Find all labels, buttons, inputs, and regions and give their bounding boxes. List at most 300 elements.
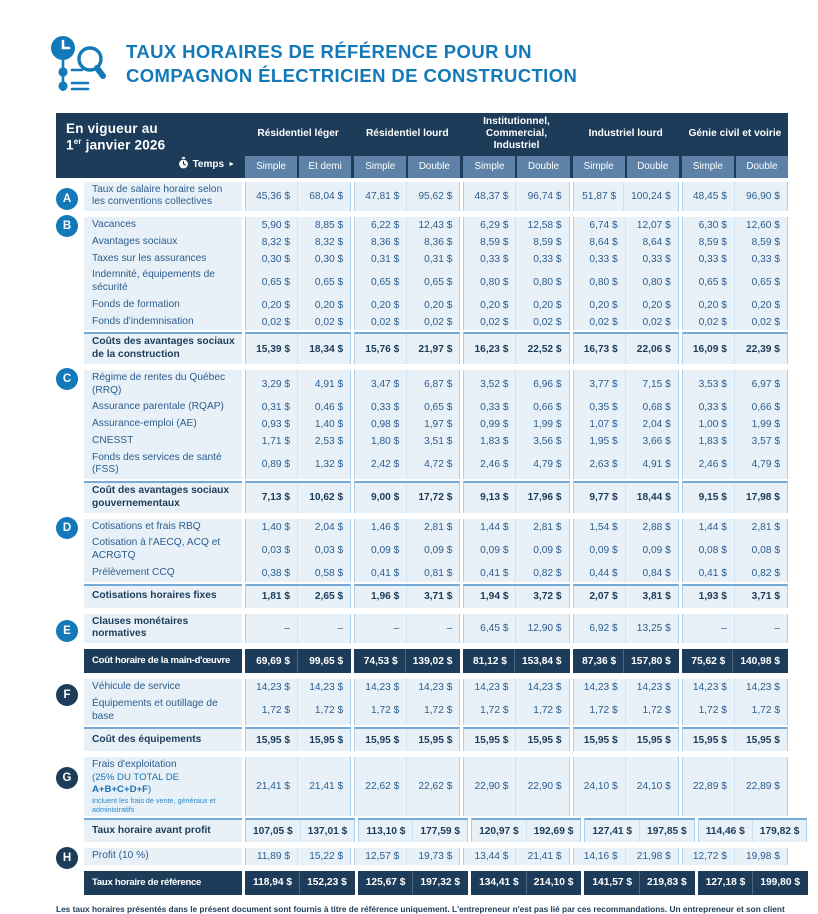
rate-group bbox=[682, 370, 788, 400]
rate-group bbox=[573, 757, 679, 816]
rate-cell: 4,79 $ bbox=[751, 458, 780, 470]
rate-group bbox=[698, 871, 808, 895]
rate-cell: 1,72 $ bbox=[246, 696, 298, 726]
rate-group bbox=[573, 332, 679, 364]
rate-group bbox=[245, 679, 351, 696]
rate-cell: 0,98 $ bbox=[355, 416, 407, 433]
rate-group bbox=[354, 370, 460, 400]
rate-cell: 14,23 $ bbox=[418, 682, 453, 694]
table-section bbox=[56, 649, 788, 673]
rate-cell: 0,31 $ bbox=[246, 399, 298, 416]
table-body bbox=[56, 178, 800, 895]
rate-cell: 3,66 $ bbox=[642, 435, 671, 447]
rate-group bbox=[682, 649, 788, 673]
rate-cell: 2,81 $ bbox=[424, 521, 453, 533]
row-label: Véhicule de service bbox=[92, 681, 181, 693]
rate-group bbox=[573, 565, 679, 582]
rate-cell: 1,32 $ bbox=[314, 458, 344, 470]
rate-group bbox=[682, 727, 788, 751]
table-row bbox=[56, 565, 788, 582]
rate-group bbox=[573, 450, 679, 480]
rate-group bbox=[354, 565, 460, 582]
table-row bbox=[56, 679, 788, 696]
rate-group bbox=[573, 679, 679, 696]
row-label: Assurance parentale (RQAP) bbox=[92, 401, 224, 413]
rate-cell: 15,95 $ bbox=[636, 734, 671, 746]
rate-cell: 2,81 $ bbox=[533, 521, 562, 533]
rate-cell: 3,51 $ bbox=[424, 435, 453, 447]
rate-cell: 69,69 $ bbox=[246, 649, 298, 673]
rate-cell: 0,41 $ bbox=[683, 565, 735, 582]
rate-cell: 8,59 $ bbox=[751, 236, 780, 248]
rate-cell: 0,33 $ bbox=[574, 251, 626, 268]
rate-cell: 214,10 $ bbox=[533, 877, 574, 889]
row-label: Coût des équipements bbox=[92, 734, 202, 746]
disclaimer-text: Les taux horaires présentés dans le présent document sont fournis à titre de référence uniquement. L'entrepreneur n'est pas lié par ces recommandations. Un entrepreneur et son client bbox=[56, 903, 785, 914]
rate-cell: 22,52 $ bbox=[527, 343, 562, 355]
rate-group bbox=[245, 251, 351, 268]
column-group bbox=[245, 113, 351, 178]
rate-cell: 8,36 $ bbox=[424, 236, 453, 248]
rate-cell: 3,52 $ bbox=[464, 370, 516, 400]
rate-group bbox=[682, 217, 788, 234]
rate-cell: 0,65 $ bbox=[424, 276, 453, 288]
section-badge: E bbox=[56, 620, 78, 642]
rate-cell: 7,13 $ bbox=[246, 483, 298, 513]
rate-group bbox=[354, 481, 460, 513]
row-label: Taux horaire avant profit bbox=[92, 824, 211, 836]
rate-group bbox=[682, 332, 788, 364]
rate-cell: 0,02 $ bbox=[355, 314, 407, 331]
rate-cell: 95,62 $ bbox=[418, 190, 453, 202]
rate-group bbox=[463, 433, 569, 450]
rate-cell: 1,72 $ bbox=[314, 705, 344, 717]
rate-cell: 6,96 $ bbox=[533, 379, 562, 391]
rate-cell: 21,41 $ bbox=[309, 781, 344, 793]
rate-group bbox=[245, 535, 351, 565]
rate-group bbox=[354, 519, 460, 536]
rate-group bbox=[584, 818, 694, 842]
rate-cell: 0,02 $ bbox=[424, 316, 453, 328]
page-title-line2: COMPAGNON ÉLECTRICIEN DE CONSTRUCTION bbox=[126, 65, 578, 87]
table-section bbox=[56, 848, 788, 865]
grand-total-row bbox=[56, 649, 788, 673]
rate-cell: 0,08 $ bbox=[751, 544, 780, 556]
row-label: Taux horaire de référence bbox=[92, 876, 202, 888]
rate-group bbox=[682, 584, 788, 608]
temps-arrow-icon: ► bbox=[228, 160, 235, 168]
rates-table bbox=[56, 113, 800, 895]
rate-group bbox=[245, 297, 351, 314]
rate-cell: 22,89 $ bbox=[745, 781, 780, 793]
rate-cell: 14,23 $ bbox=[636, 682, 671, 694]
column-group bbox=[682, 113, 788, 178]
table-section bbox=[56, 757, 800, 842]
rate-group bbox=[463, 314, 569, 331]
rate-cell: 96,90 $ bbox=[745, 190, 780, 202]
rate-group bbox=[682, 399, 788, 416]
column-subheader: Simple bbox=[463, 156, 515, 178]
rate-group bbox=[463, 679, 569, 696]
rate-cell: 6,30 $ bbox=[683, 217, 735, 234]
rate-group bbox=[573, 519, 679, 536]
rate-group bbox=[354, 433, 460, 450]
rate-group bbox=[573, 481, 679, 513]
column-group-title: Industriel lourd bbox=[588, 128, 663, 140]
rate-group bbox=[245, 565, 351, 582]
rate-cell: 0,89 $ bbox=[246, 450, 298, 480]
rate-cell: 74,53 $ bbox=[355, 649, 406, 673]
rate-cell: 3,81 $ bbox=[642, 591, 671, 603]
rate-cell: 1,83 $ bbox=[683, 433, 735, 450]
rate-cell: 114,46 $ bbox=[699, 820, 753, 842]
rate-cell: 0,80 $ bbox=[574, 267, 626, 297]
rate-cell: 197,85 $ bbox=[647, 825, 687, 837]
rate-group bbox=[354, 535, 460, 565]
rate-cell: 107,05 $ bbox=[246, 820, 301, 842]
rate-cell: 2,46 $ bbox=[683, 450, 735, 480]
rate-cell: 0,81 $ bbox=[424, 567, 453, 579]
rate-cell: 1,07 $ bbox=[574, 416, 626, 433]
rate-group bbox=[245, 727, 351, 751]
rate-group bbox=[682, 182, 788, 212]
rate-cell: – bbox=[683, 614, 735, 644]
rate-cell: 2,65 $ bbox=[314, 591, 344, 603]
rate-cell: 0,33 $ bbox=[533, 253, 562, 265]
rate-group bbox=[463, 217, 569, 234]
rate-cell: 0,99 $ bbox=[464, 416, 516, 433]
rate-cell: 0,20 $ bbox=[683, 297, 735, 314]
rate-cell: 75,62 $ bbox=[683, 649, 734, 673]
rate-cell: 24,10 $ bbox=[636, 781, 671, 793]
rate-cell: 4,79 $ bbox=[533, 458, 562, 470]
rate-cell: 0,09 $ bbox=[533, 544, 562, 556]
rate-group bbox=[245, 234, 351, 251]
rate-group bbox=[358, 871, 468, 895]
rate-group bbox=[354, 848, 460, 865]
rate-cell: 0,33 $ bbox=[683, 399, 735, 416]
rate-cell: 1,40 $ bbox=[246, 519, 298, 536]
rate-cell: 0,84 $ bbox=[642, 567, 671, 579]
rate-cell: 22,90 $ bbox=[527, 781, 562, 793]
row-label: Équipements et outillage de base bbox=[92, 697, 218, 722]
rate-cell: 192,69 $ bbox=[533, 825, 574, 837]
rate-cell: 14,23 $ bbox=[309, 682, 344, 694]
rate-cell: 0,02 $ bbox=[246, 314, 298, 331]
rate-cell: 1,44 $ bbox=[464, 519, 516, 536]
rate-cell: 18,44 $ bbox=[636, 492, 671, 504]
table-row bbox=[56, 535, 788, 565]
rate-cell: – bbox=[774, 622, 780, 634]
rate-group bbox=[354, 267, 460, 297]
row-label: Assurance-emploi (AE) bbox=[92, 418, 197, 430]
rate-cell: 0,20 $ bbox=[355, 297, 407, 314]
rate-group bbox=[584, 871, 694, 895]
table-row bbox=[56, 251, 788, 268]
rate-group bbox=[354, 217, 460, 234]
rate-cell: 139,02 $ bbox=[412, 655, 453, 667]
rate-group bbox=[463, 267, 569, 297]
rate-cell: 0,33 $ bbox=[683, 251, 735, 268]
column-group-title: Résidentiel léger bbox=[257, 128, 339, 140]
rate-cell: 2,07 $ bbox=[574, 586, 626, 608]
rate-cell: 2,63 $ bbox=[574, 450, 626, 480]
effective-date-cell bbox=[56, 113, 242, 178]
rate-cell: 2,04 $ bbox=[314, 521, 344, 533]
rate-group bbox=[354, 757, 460, 816]
rate-cell: 15,95 $ bbox=[683, 729, 735, 751]
rate-group bbox=[354, 314, 460, 331]
table-row bbox=[56, 416, 788, 433]
rate-group bbox=[245, 649, 351, 673]
rate-group bbox=[682, 696, 788, 726]
row-label: Prélèvement CCQ bbox=[92, 566, 175, 578]
rate-group bbox=[573, 727, 679, 751]
rate-cell: 0,02 $ bbox=[464, 314, 516, 331]
rate-group bbox=[682, 416, 788, 433]
rate-group bbox=[682, 297, 788, 314]
rate-cell: 0,33 $ bbox=[464, 399, 516, 416]
rate-cell: 0,41 $ bbox=[355, 565, 407, 582]
table-row bbox=[56, 519, 788, 536]
rate-cell: 21,98 $ bbox=[636, 851, 671, 863]
rate-cell: 12,90 $ bbox=[527, 622, 562, 634]
table-row bbox=[56, 297, 788, 314]
rate-cell: 1,94 $ bbox=[464, 586, 516, 608]
rate-group bbox=[354, 679, 460, 696]
rate-group bbox=[463, 370, 569, 400]
rate-cell: 3,57 $ bbox=[751, 435, 780, 447]
table-section bbox=[56, 871, 800, 895]
row-label: Fonds de formation bbox=[92, 298, 180, 310]
column-group-title: Génie civil et voirie bbox=[688, 128, 782, 140]
rate-cell: 157,80 $ bbox=[631, 655, 671, 667]
rate-cell: 1,81 $ bbox=[246, 586, 298, 608]
rate-cell: 21,41 $ bbox=[246, 757, 298, 816]
rate-cell: 13,44 $ bbox=[464, 848, 516, 865]
rate-group bbox=[245, 871, 355, 895]
rate-group bbox=[573, 433, 679, 450]
subtotal-row bbox=[56, 332, 788, 364]
rate-cell: 21,41 $ bbox=[527, 851, 562, 863]
subtotal-row bbox=[56, 727, 788, 751]
rate-cell: 96,74 $ bbox=[527, 190, 562, 202]
rate-cell: 0,09 $ bbox=[574, 535, 626, 565]
rate-cell: 16,73 $ bbox=[574, 334, 626, 364]
rate-group bbox=[682, 848, 788, 865]
rate-group bbox=[354, 234, 460, 251]
table-row bbox=[56, 267, 788, 297]
rate-cell: 0,02 $ bbox=[533, 316, 562, 328]
rate-group bbox=[354, 450, 460, 480]
rate-cell: 3,71 $ bbox=[424, 591, 453, 603]
rate-group bbox=[573, 584, 679, 608]
rate-group bbox=[463, 234, 569, 251]
subtotal-row bbox=[56, 584, 788, 608]
table-row bbox=[56, 848, 788, 865]
table-row bbox=[56, 614, 788, 644]
rate-group bbox=[463, 757, 569, 816]
table-section bbox=[56, 519, 788, 608]
column-subheader: Double bbox=[517, 156, 569, 178]
table-row bbox=[56, 399, 788, 416]
table-row bbox=[56, 370, 788, 400]
rate-cell: 6,97 $ bbox=[751, 379, 780, 391]
rate-group bbox=[463, 251, 569, 268]
rate-cell: 4,91 $ bbox=[642, 458, 671, 470]
rate-group bbox=[354, 332, 460, 364]
rate-group bbox=[463, 399, 569, 416]
rate-cell: 0,93 $ bbox=[246, 416, 298, 433]
rate-cell: 15,95 $ bbox=[246, 729, 298, 751]
column-group bbox=[354, 113, 460, 178]
rate-group bbox=[682, 679, 788, 696]
row-label: Taux de salaire horaire selon les conventions collectives bbox=[92, 183, 223, 208]
rate-group bbox=[573, 649, 679, 673]
rate-cell: 0,65 $ bbox=[751, 276, 780, 288]
column-subheader: Simple bbox=[682, 156, 734, 178]
rate-group bbox=[463, 565, 569, 582]
stopwatch-icon bbox=[178, 157, 189, 172]
rate-cell: 9,13 $ bbox=[464, 483, 516, 513]
rate-cell: 15,95 $ bbox=[418, 734, 453, 746]
table-section bbox=[56, 614, 788, 644]
rate-cell: 1,46 $ bbox=[355, 519, 407, 536]
subtotal-row bbox=[56, 818, 800, 842]
rate-cell: 0,80 $ bbox=[464, 267, 516, 297]
rate-group bbox=[573, 251, 679, 268]
rate-cell: 0,66 $ bbox=[533, 402, 562, 414]
rate-cell: 48,45 $ bbox=[683, 182, 735, 212]
rate-group bbox=[573, 314, 679, 331]
rate-cell: 100,24 $ bbox=[631, 190, 671, 202]
row-note: Incluent les frais de vente, généraux et administratifs bbox=[92, 796, 216, 815]
rate-cell: 1,71 $ bbox=[246, 433, 298, 450]
rate-cell: 137,01 $ bbox=[307, 825, 348, 837]
rate-group bbox=[471, 818, 581, 842]
rate-cell: 8,32 $ bbox=[314, 236, 344, 248]
rate-cell: 2,53 $ bbox=[314, 435, 344, 447]
rate-cell: 0,82 $ bbox=[533, 567, 562, 579]
rate-cell: 22,89 $ bbox=[683, 757, 735, 816]
rate-cell: 0,33 $ bbox=[751, 253, 780, 265]
table-section bbox=[56, 217, 788, 364]
rate-cell: 8,64 $ bbox=[642, 236, 671, 248]
rate-cell: 24,10 $ bbox=[574, 757, 626, 816]
rate-cell: 0,03 $ bbox=[246, 535, 298, 565]
rate-cell: 1,99 $ bbox=[751, 419, 780, 431]
rate-cell: 15,95 $ bbox=[527, 734, 562, 746]
rate-group bbox=[682, 565, 788, 582]
rate-cell: 0,02 $ bbox=[314, 316, 344, 328]
rate-group bbox=[245, 314, 351, 331]
page-title bbox=[126, 40, 577, 88]
rate-cell: 11,89 $ bbox=[246, 848, 298, 865]
rate-cell: 13,25 $ bbox=[636, 622, 671, 634]
rate-cell: 127,41 $ bbox=[585, 820, 640, 842]
rate-cell: 4,91 $ bbox=[314, 379, 344, 391]
rate-cell: 2,42 $ bbox=[355, 450, 407, 480]
rate-group bbox=[354, 727, 460, 751]
rate-group bbox=[682, 450, 788, 480]
column-group-title: Institutionnel, Commercial, Industriel bbox=[483, 116, 550, 152]
rate-group bbox=[354, 696, 460, 726]
row-label: CNESST bbox=[92, 434, 134, 446]
rate-cell: 6,87 $ bbox=[424, 379, 453, 391]
rate-cell: 0,65 $ bbox=[246, 267, 298, 297]
rate-cell: 0,44 $ bbox=[574, 565, 626, 582]
rate-group bbox=[463, 182, 569, 212]
rate-group bbox=[463, 450, 569, 480]
rate-cell: 99,65 $ bbox=[309, 655, 344, 667]
rate-cell: 12,72 $ bbox=[683, 848, 735, 865]
rate-group bbox=[463, 649, 569, 673]
rate-group bbox=[245, 332, 351, 364]
temps-button[interactable] bbox=[178, 157, 235, 172]
rate-cell: 0,20 $ bbox=[464, 297, 516, 314]
rate-group bbox=[463, 332, 569, 364]
rate-group bbox=[573, 297, 679, 314]
rate-cell: 17,98 $ bbox=[745, 492, 780, 504]
column-subheader: Double bbox=[736, 156, 788, 178]
column-group-title: Résidentiel lourd bbox=[365, 128, 449, 140]
rate-cell: 1,54 $ bbox=[574, 519, 626, 536]
rate-cell: 8,59 $ bbox=[683, 234, 735, 251]
rate-cell: 51,87 $ bbox=[574, 182, 625, 212]
column-group bbox=[573, 113, 679, 178]
rate-cell: 134,41 $ bbox=[472, 871, 527, 895]
rate-cell: 14,16 $ bbox=[574, 848, 626, 865]
rate-cell: 15,39 $ bbox=[246, 334, 298, 364]
rate-cell: 0,65 $ bbox=[683, 267, 735, 297]
rate-group bbox=[354, 584, 460, 608]
rate-group bbox=[682, 314, 788, 331]
rate-cell: 14,23 $ bbox=[574, 679, 626, 696]
table-section bbox=[56, 679, 788, 751]
rate-group bbox=[682, 614, 788, 644]
rate-cell: 15,22 $ bbox=[309, 851, 344, 863]
rate-group bbox=[682, 757, 788, 816]
rate-group bbox=[573, 614, 679, 644]
rate-cell: 140,98 $ bbox=[740, 655, 780, 667]
rate-cell: 1,96 $ bbox=[355, 586, 407, 608]
rate-cell: 81,12 $ bbox=[464, 649, 515, 673]
rate-group bbox=[354, 182, 460, 212]
rate-cell: 118,94 $ bbox=[246, 871, 300, 895]
rate-group bbox=[245, 519, 351, 536]
rate-cell: 0,33 $ bbox=[355, 399, 407, 416]
rate-cell: 0,66 $ bbox=[751, 402, 780, 414]
rate-cell: 1,95 $ bbox=[574, 433, 626, 450]
rate-cell: 0,02 $ bbox=[683, 314, 735, 331]
rate-group bbox=[245, 416, 351, 433]
rate-cell: 16,09 $ bbox=[683, 334, 735, 364]
rate-group bbox=[573, 696, 679, 726]
rate-cell: 6,45 $ bbox=[464, 614, 516, 644]
rate-cell: 68,04 $ bbox=[309, 190, 344, 202]
rate-group bbox=[682, 251, 788, 268]
rate-cell: 0,30 $ bbox=[246, 251, 298, 268]
rate-cell: 9,15 $ bbox=[683, 483, 735, 513]
rate-cell: 21,97 $ bbox=[418, 343, 453, 355]
column-group bbox=[463, 113, 569, 178]
grand-total-row bbox=[56, 871, 800, 895]
rate-group bbox=[354, 614, 460, 644]
table-section bbox=[56, 370, 788, 513]
rate-cell: 22,62 $ bbox=[355, 757, 407, 816]
rate-cell: 12,07 $ bbox=[636, 220, 671, 232]
rate-cell: 8,36 $ bbox=[355, 234, 407, 251]
